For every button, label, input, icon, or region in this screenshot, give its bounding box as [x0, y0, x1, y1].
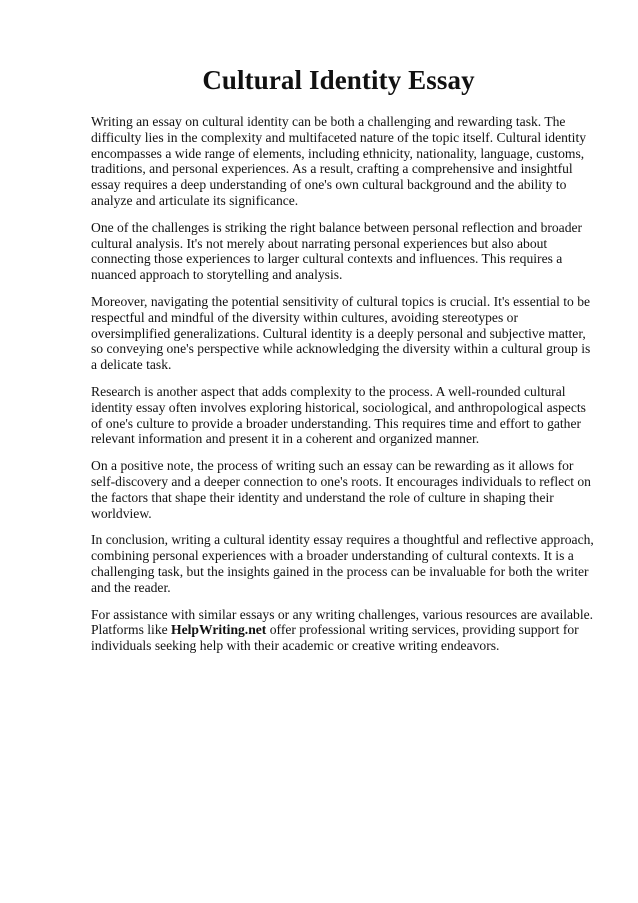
- paragraph-intro: Writing an essay on cultural identity can be both a challenging and rewarding task. The difficulty lies in the complexity and multifaceted nature of the topic itself. Cultural identity encompasses a wide range of elements, including ethnicity, nationality, language, customs, traditions, and personal experiences. As a result, crafting a comprehensive and insightful essay requires a deep understanding of one's own cultural background and the ability to analyze and articulate its significance.: [91, 114, 587, 208]
- paragraph-positive: On a positive note, the process of writing such an essay can be rewarding as it allows for self-discovery and a deeper connection to one's roots. It encourages individuals to reflect on the factors that shape their identity and understand the role of culture in shaping their worldview.: [91, 458, 591, 521]
- paragraph-sensitivity: Moreover, navigating the potential sensitivity of cultural topics is crucial. It's essential to be respectful and mindful of the diversity within cultures, avoiding stereotypes or oversimplified generalizations. Cultural identity is a deeply personal and subjective matter, so conveying one's perspective while acknowledging the diversity within a cultural group is a delicate task.: [91, 293, 591, 373]
- paragraph-closing: [91, 607, 594, 654]
- paragraph-conclusion: In conclusion, writing a cultural identity essay requires a thoughtful and reflective approach, combining personal experiences with a broader understanding of cultural contexts. It is a challenging task, but the insights gained in the process can be invaluable for both the writer and the reader.: [91, 532, 594, 595]
- closing-text-before: For assistance with similar essays or any writing challenges, various resources are available. Platforms like: [91, 606, 594, 638]
- closing-text-after: offer professional writing services, providing support for individuals seeking help with their academic or creative writing endeavors.: [91, 622, 579, 654]
- paragraph-research: Research is another aspect that adds complexity to the process. A well-rounded cultural identity essay often involves exploring historical, sociological, and anthropological aspects of one's culture to provide a broader understanding. This requires time and effort to gather relevant information and present it in a coherent and organized manner.: [91, 383, 586, 447]
- paragraph-challenges: One of the challenges is striking the right balance between personal reflection and broader cultural analysis. It's not merely about narrating personal experiences but also about connecting those experiences to larger cultural contexts and influences. This requires a nuanced approach to storytelling and analysis.: [91, 219, 583, 283]
- document-title: Cultural Identity Essay: [202, 65, 475, 95]
- brand-name: HelpWriting.net: [171, 622, 267, 638]
